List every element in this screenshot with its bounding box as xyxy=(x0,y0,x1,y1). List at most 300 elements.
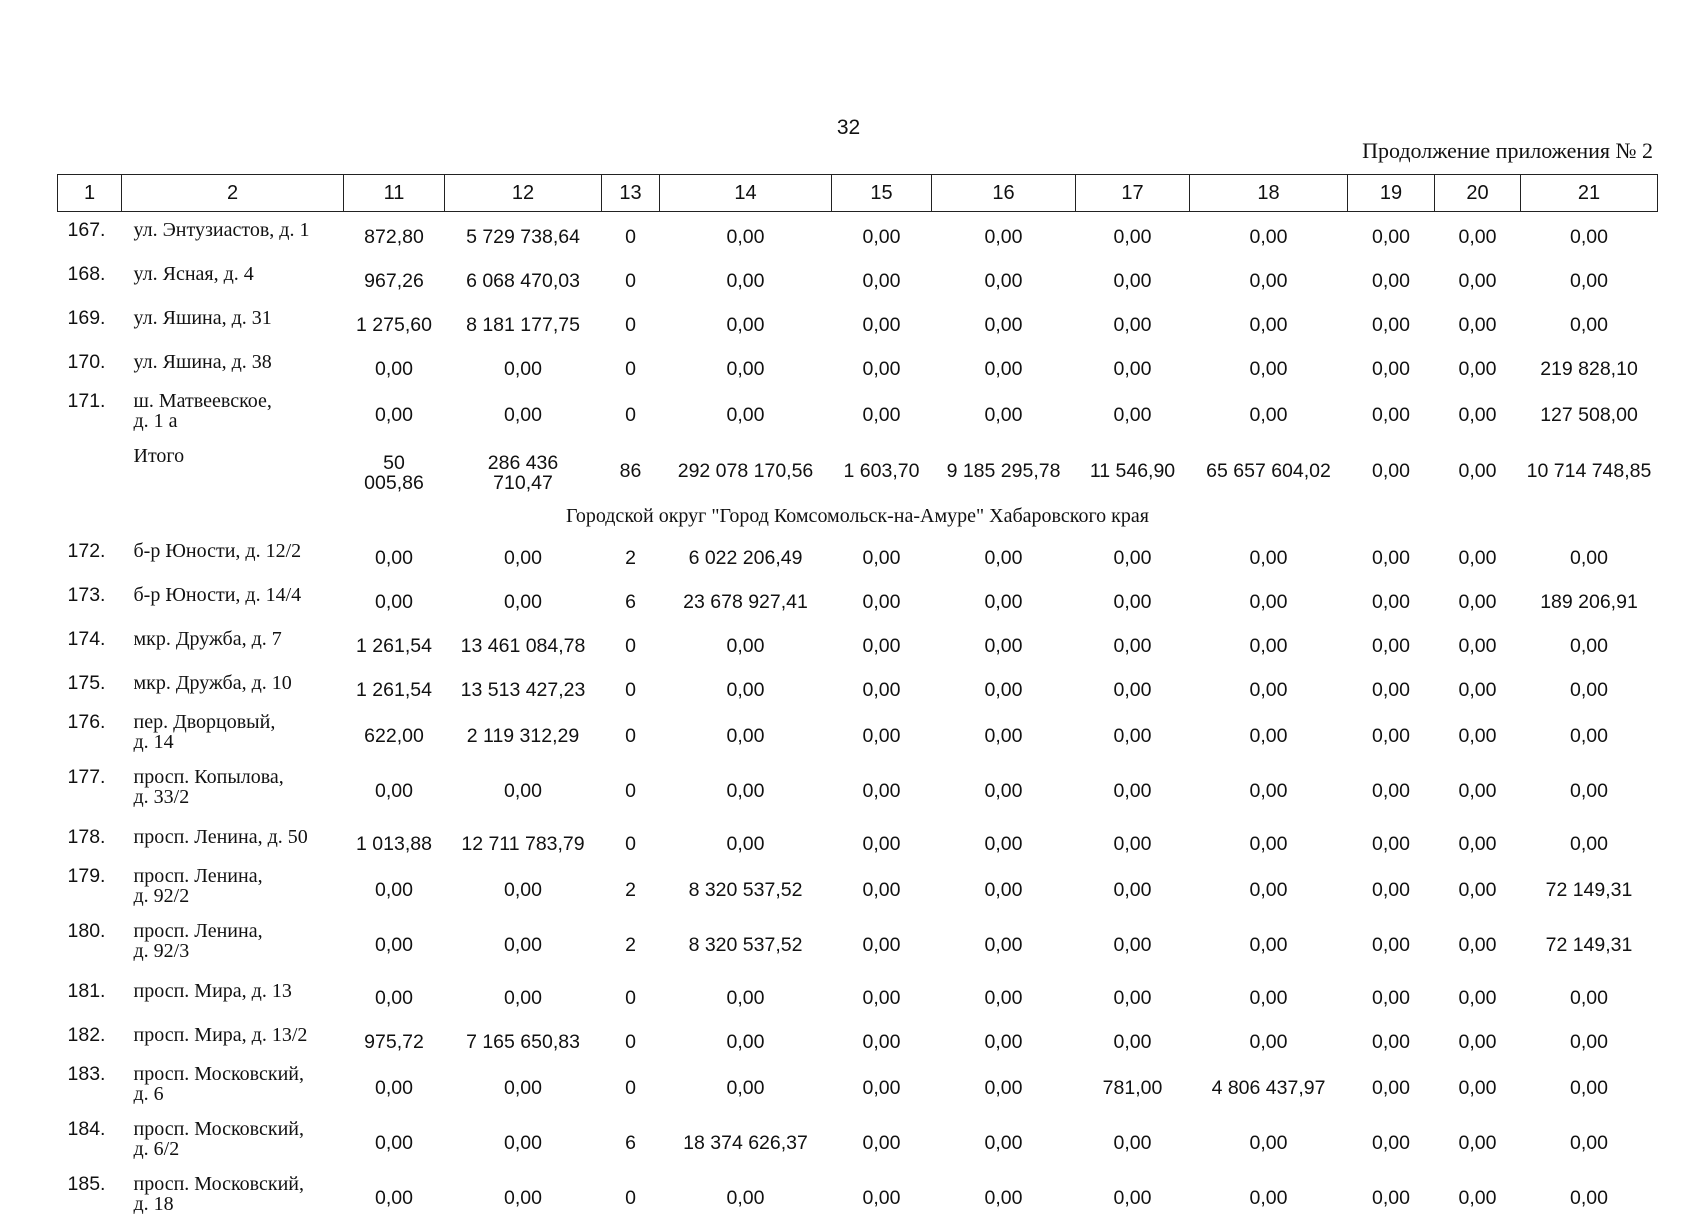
value-cell: 0,00 xyxy=(726,725,765,747)
value-cell: 0,00 xyxy=(726,225,765,248)
table-row xyxy=(58,577,1658,621)
address-cell xyxy=(122,344,344,388)
value-cell: 0,00 xyxy=(862,832,901,855)
address-line: просп. Ленина, д. 50 xyxy=(133,826,308,848)
value-cell: 0,00 xyxy=(504,780,542,802)
table-body-block1 xyxy=(58,212,1658,444)
value-cell: 0,00 xyxy=(1372,879,1410,901)
address-line: просп. Мира, д. 13/2 xyxy=(133,1024,308,1046)
column-header: 15 xyxy=(832,175,932,212)
table-row xyxy=(58,621,1658,665)
value-cell: 0,00 xyxy=(1113,634,1152,657)
value-cell: 0,00 xyxy=(1113,1132,1152,1154)
value-cell: 13 461 084,78 xyxy=(460,634,586,657)
value-cell: 0,00 xyxy=(726,1030,765,1053)
value-cell: 0,00 xyxy=(1372,832,1410,855)
value-cell: 4 806 437,97 xyxy=(1211,1077,1326,1099)
value-cell: 0,00 xyxy=(1570,1077,1608,1099)
value-cell: 0,00 xyxy=(984,832,1023,855)
value-cell: 0,00 xyxy=(1113,269,1152,292)
value-cell: 0,00 xyxy=(375,546,413,569)
value-cell: 0,00 xyxy=(1113,832,1152,855)
value-cell: 0,00 xyxy=(1570,269,1608,292)
row-number: 177. xyxy=(67,766,106,788)
value-cell: 127 508,00 xyxy=(1540,404,1638,426)
table-row xyxy=(58,819,1658,863)
value-cell: 0,00 xyxy=(1372,678,1410,701)
value-cell: 0,00 xyxy=(504,590,542,613)
value-cell: 0,00 xyxy=(862,725,901,747)
table-row xyxy=(58,973,1658,1017)
value-cell: 0,00 xyxy=(984,1077,1023,1099)
value-cell: 0,00 xyxy=(726,780,765,802)
table-row xyxy=(58,764,1658,819)
address-line: д. 14 xyxy=(133,731,174,753)
total-cell: 292 078 170,56 xyxy=(677,459,814,482)
row-number xyxy=(58,443,122,499)
table-row xyxy=(58,256,1658,300)
address-cell xyxy=(122,918,344,973)
value-cell: 0,00 xyxy=(1249,313,1288,336)
value-cell: 0,00 xyxy=(1249,590,1288,613)
section-title: Городской округ "Город Комсомольск-на-Амуре" Хабаровского края xyxy=(566,504,1149,527)
value-cell: 0,00 xyxy=(1372,313,1410,336)
column-header: 13 xyxy=(602,175,660,212)
row-number: 180. xyxy=(67,920,106,942)
value-cell: 0,00 xyxy=(862,269,901,292)
value-cell: 0,00 xyxy=(375,404,413,426)
value-cell: 13 513 427,23 xyxy=(460,678,586,701)
value-cell: 0,00 xyxy=(1570,546,1608,569)
total-cell: 11 546,90 xyxy=(1089,459,1176,482)
value-cell: 0 xyxy=(625,1030,636,1053)
address-cell xyxy=(122,1061,344,1116)
value-cell: 0,00 xyxy=(375,879,413,901)
value-cell: 2 xyxy=(625,546,636,569)
value-cell: 219 828,10 xyxy=(1540,357,1638,380)
value-cell: 0,00 xyxy=(1458,986,1497,1009)
value-cell: 0,00 xyxy=(1458,678,1497,701)
value-cell: 6 xyxy=(625,1132,636,1154)
column-header: 14 xyxy=(660,175,832,212)
table-body-block2 xyxy=(58,533,1658,1226)
row-number: 181. xyxy=(67,980,106,1002)
column-header: 20 xyxy=(1435,175,1521,212)
value-cell: 0,00 xyxy=(984,1187,1023,1209)
value-cell: 0,00 xyxy=(1113,879,1152,901)
address-cell xyxy=(122,665,344,709)
total-cell: 50 005,86 xyxy=(364,452,424,494)
value-cell: 0,00 xyxy=(1113,934,1152,956)
address-cell xyxy=(122,256,344,300)
column-header: 12 xyxy=(445,175,602,212)
value-cell: 0,00 xyxy=(504,879,542,901)
value-cell: 0 xyxy=(625,832,636,855)
total-cell: 286 436 710,47 xyxy=(487,452,559,494)
value-cell: 0,00 xyxy=(984,404,1023,426)
value-cell: 0,00 xyxy=(1458,1030,1497,1053)
value-cell: 0,00 xyxy=(1570,1030,1608,1053)
address-line: мкр. Дружба, д. 7 xyxy=(133,628,282,650)
table-row xyxy=(58,1017,1658,1061)
value-cell: 0,00 xyxy=(504,934,542,956)
total-cell: 1 603,70 xyxy=(843,459,920,482)
value-cell: 0 xyxy=(625,269,636,292)
value-cell: 0,00 xyxy=(1113,678,1152,701)
value-cell: 0 xyxy=(625,357,636,380)
address-line: просп. Московский, xyxy=(133,1063,304,1085)
value-cell: 0 xyxy=(625,780,636,802)
value-cell: 0,00 xyxy=(1249,269,1288,292)
address-line: мкр. Дружба, д. 10 xyxy=(133,672,292,694)
value-cell: 0,00 xyxy=(1570,725,1608,747)
value-cell: 0,00 xyxy=(726,832,765,855)
value-cell: 0,00 xyxy=(1249,934,1288,956)
row-number: 178. xyxy=(67,826,106,848)
address-line: просп. Московский, xyxy=(133,1118,304,1140)
value-cell: 0,00 xyxy=(1372,634,1410,657)
value-cell: 0,00 xyxy=(1249,780,1288,802)
value-cell: 872,80 xyxy=(364,225,424,248)
value-cell: 0,00 xyxy=(984,590,1023,613)
value-cell: 8 181 177,75 xyxy=(466,313,580,336)
value-cell: 622,00 xyxy=(364,725,424,747)
value-cell: 0,00 xyxy=(1249,634,1288,657)
value-cell: 0,00 xyxy=(375,780,413,802)
value-cell: 0,00 xyxy=(1458,546,1497,569)
value-cell: 0,00 xyxy=(1113,1030,1152,1053)
value-cell: 0,00 xyxy=(504,986,542,1009)
value-cell: 1 013,88 xyxy=(356,832,432,855)
value-cell: 0,00 xyxy=(984,986,1023,1009)
value-cell: 0,00 xyxy=(1570,1132,1608,1154)
value-cell: 0,00 xyxy=(1372,1132,1410,1154)
value-cell: 0,00 xyxy=(1113,225,1152,248)
total-cell: 86 xyxy=(619,459,642,482)
column-header: 19 xyxy=(1348,175,1435,212)
total-cell: 9 185 295,78 xyxy=(946,459,1061,482)
value-cell: 8 320 537,52 xyxy=(688,934,803,956)
value-cell: 0,00 xyxy=(375,934,413,956)
row-number: 172. xyxy=(67,540,106,562)
row-number: 176. xyxy=(67,711,106,733)
value-cell: 0,00 xyxy=(1372,1187,1410,1209)
value-cell: 0,00 xyxy=(375,986,413,1009)
value-cell: 0,00 xyxy=(1458,404,1497,426)
value-cell: 0,00 xyxy=(1570,780,1608,802)
value-cell: 0,00 xyxy=(862,634,901,657)
address-line: д. 33/2 xyxy=(133,786,190,808)
table-row xyxy=(58,1061,1658,1116)
total-cell: 65 657 604,02 xyxy=(1206,459,1331,482)
value-cell: 0,00 xyxy=(1458,1187,1497,1209)
total-row xyxy=(58,443,1658,499)
row-number: 183. xyxy=(67,1063,106,1085)
value-cell: 8 320 537,52 xyxy=(688,879,803,901)
total-cell: 0,00 xyxy=(1458,459,1497,482)
value-cell: 0,00 xyxy=(1458,225,1497,248)
value-cell: 0,00 xyxy=(984,780,1023,802)
column-header: 18 xyxy=(1190,175,1348,212)
continuation-caption: Продолжение приложения № 2 xyxy=(1362,138,1653,163)
value-cell: 0,00 xyxy=(1372,1077,1410,1099)
value-cell: 0,00 xyxy=(504,1187,542,1209)
value-cell: 5 729 738,64 xyxy=(466,225,580,248)
value-cell: 0,00 xyxy=(862,678,901,701)
value-cell: 0,00 xyxy=(375,357,413,380)
value-cell: 975,72 xyxy=(364,1030,424,1053)
address-line: ул. Яшина, д. 31 xyxy=(133,307,272,329)
address-cell xyxy=(122,577,344,621)
address-line: д. 6/2 xyxy=(133,1138,180,1160)
value-cell: 0,00 xyxy=(862,225,901,248)
value-cell: 0,00 xyxy=(726,269,765,292)
address-line: д. 6 xyxy=(133,1083,164,1105)
table-row xyxy=(58,863,1658,918)
value-cell: 0,00 xyxy=(984,269,1023,292)
value-cell: 0,00 xyxy=(862,313,901,336)
value-cell: 0,00 xyxy=(984,1030,1023,1053)
address-line: ул. Ясная, д. 4 xyxy=(133,263,254,285)
row-number: 179. xyxy=(67,865,106,887)
address-line: ул. Яшина, д. 38 xyxy=(133,351,272,373)
value-cell: 0,00 xyxy=(984,313,1023,336)
value-cell: 0,00 xyxy=(862,780,901,802)
value-cell: 0,00 xyxy=(1113,725,1152,747)
value-cell: 0,00 xyxy=(1372,934,1410,956)
value-cell: 0 xyxy=(625,634,636,657)
row-number: 185. xyxy=(67,1173,106,1195)
section-row xyxy=(58,499,1658,533)
value-cell: 967,26 xyxy=(364,269,424,292)
table-row xyxy=(58,665,1658,709)
value-cell: 0,00 xyxy=(862,879,901,901)
value-cell: 0,00 xyxy=(1249,225,1288,248)
value-cell: 2 119 312,29 xyxy=(466,725,580,747)
value-cell: 0,00 xyxy=(1372,1030,1410,1053)
value-cell: 7 165 650,83 xyxy=(466,1030,580,1053)
row-number: 169. xyxy=(67,307,106,329)
value-cell: 0,00 xyxy=(504,1077,542,1099)
value-cell: 1 261,54 xyxy=(356,678,432,701)
row-number: 171. xyxy=(67,390,106,412)
header-row xyxy=(58,175,1658,212)
value-cell: 0 xyxy=(625,986,636,1009)
value-cell: 0,00 xyxy=(1249,1030,1288,1053)
value-cell: 0,00 xyxy=(984,934,1023,956)
value-cell: 0,00 xyxy=(1113,546,1152,569)
value-cell: 0,00 xyxy=(1458,269,1497,292)
value-cell: 0,00 xyxy=(984,357,1023,380)
value-cell: 0,00 xyxy=(862,546,901,569)
value-cell: 0,00 xyxy=(1249,879,1288,901)
value-cell: 189 206,91 xyxy=(1540,590,1638,613)
value-cell: 0,00 xyxy=(1113,1187,1152,1209)
value-cell: 0,00 xyxy=(1458,879,1497,901)
value-cell: 0,00 xyxy=(984,678,1023,701)
value-cell: 0,00 xyxy=(1458,1077,1497,1099)
value-cell: 0,00 xyxy=(504,357,542,380)
value-cell: 0,00 xyxy=(375,1187,413,1209)
column-header: 21 xyxy=(1521,175,1658,212)
value-cell: 6 xyxy=(625,590,636,613)
value-cell: 0,00 xyxy=(1458,780,1497,802)
value-cell: 23 678 927,41 xyxy=(683,590,808,613)
value-cell: 0,00 xyxy=(1249,725,1288,747)
value-cell: 0,00 xyxy=(984,879,1023,901)
table-row xyxy=(58,533,1658,577)
value-cell: 0,00 xyxy=(1113,313,1152,336)
value-cell: 0,00 xyxy=(984,1132,1023,1154)
address-line: ул. Энтузиастов, д. 1 xyxy=(133,219,310,241)
row-number: 174. xyxy=(67,628,106,650)
value-cell: 0,00 xyxy=(984,225,1023,248)
address-cell xyxy=(122,621,344,665)
address-line: б-р Юности, д. 12/2 xyxy=(133,540,302,562)
address-cell xyxy=(122,533,344,577)
value-cell: 0,00 xyxy=(375,1077,413,1099)
column-header: 1 xyxy=(58,175,122,212)
value-cell: 0,00 xyxy=(375,1132,413,1154)
value-cell: 0,00 xyxy=(862,1077,901,1099)
value-cell: 0,00 xyxy=(1570,225,1608,248)
value-cell: 6 068 470,03 xyxy=(466,269,580,292)
value-cell: 6 022 206,49 xyxy=(688,546,803,569)
value-cell: 0,00 xyxy=(1249,357,1288,380)
address-cell xyxy=(122,709,344,764)
value-cell: 0,00 xyxy=(375,590,413,613)
value-cell: 0,00 xyxy=(1458,725,1497,747)
value-cell: 0,00 xyxy=(1570,634,1608,657)
value-cell: 0,00 xyxy=(1458,590,1497,613)
address-line: б-р Юности, д. 14/4 xyxy=(133,584,302,606)
value-cell: 0 xyxy=(625,1077,636,1099)
value-cell: 0,00 xyxy=(1372,590,1410,613)
value-cell: 0,00 xyxy=(1570,832,1608,855)
value-cell: 0,00 xyxy=(1249,1132,1288,1154)
value-cell: 0,00 xyxy=(1372,269,1410,292)
value-cell: 2 xyxy=(625,879,636,901)
address-line: д. 92/3 xyxy=(133,940,190,962)
address-cell xyxy=(122,388,344,443)
address-cell xyxy=(122,973,344,1017)
table-row xyxy=(58,344,1658,388)
address-line: просп. Ленина, xyxy=(133,865,263,887)
value-cell: 72 149,31 xyxy=(1545,934,1633,956)
total-section xyxy=(58,443,1658,533)
address-cell xyxy=(122,1116,344,1171)
address-line: д. 18 xyxy=(133,1193,174,1215)
value-cell: 0,00 xyxy=(862,934,901,956)
value-cell: 0,00 xyxy=(1372,780,1410,802)
table-row xyxy=(58,300,1658,344)
row-number: 173. xyxy=(67,584,106,606)
value-cell: 0,00 xyxy=(1113,404,1152,426)
value-cell: 0,00 xyxy=(1372,986,1410,1009)
value-cell: 0,00 xyxy=(1458,313,1497,336)
value-cell: 1 261,54 xyxy=(356,634,432,657)
address-cell xyxy=(122,819,344,863)
column-header: 2 xyxy=(122,175,344,212)
value-cell: 0,00 xyxy=(726,1077,765,1099)
value-cell: 0,00 xyxy=(1249,404,1288,426)
row-number: 175. xyxy=(67,672,106,694)
value-cell: 0,00 xyxy=(504,404,542,426)
value-cell: 0,00 xyxy=(1372,225,1410,248)
value-cell: 18 374 626,37 xyxy=(683,1132,808,1154)
value-cell: 0,00 xyxy=(504,1132,542,1154)
table-row xyxy=(58,212,1658,257)
value-cell: 0,00 xyxy=(1458,357,1497,380)
value-cell: 0 xyxy=(625,725,636,747)
row-number: 170. xyxy=(67,351,106,373)
value-cell: 0,00 xyxy=(1372,357,1410,380)
value-cell: 0,00 xyxy=(726,404,765,426)
value-cell: 0,00 xyxy=(1113,780,1152,802)
value-cell: 781,00 xyxy=(1102,1077,1163,1099)
table-row xyxy=(58,709,1658,764)
value-cell: 0,00 xyxy=(862,404,901,426)
value-cell: 0,00 xyxy=(1249,546,1288,569)
value-cell: 0,00 xyxy=(726,634,765,657)
value-cell: 0,00 xyxy=(862,357,901,380)
address-cell xyxy=(122,212,344,257)
value-cell: 0,00 xyxy=(1458,634,1497,657)
value-cell: 0,00 xyxy=(1249,1187,1288,1209)
total-cell: 10 714 748,85 xyxy=(1526,459,1652,482)
row-number: 184. xyxy=(67,1118,106,1140)
value-cell: 0,00 xyxy=(1372,546,1410,569)
value-cell: 0,00 xyxy=(504,546,542,569)
column-header: 11 xyxy=(344,175,445,212)
address-line: просп. Московский, xyxy=(133,1173,304,1195)
address-line: просп. Мира, д. 13 xyxy=(133,980,292,1002)
value-cell: 0,00 xyxy=(984,546,1023,569)
value-cell: 0,00 xyxy=(862,1030,901,1053)
row-number: 168. xyxy=(67,263,106,285)
address-cell xyxy=(122,863,344,918)
value-cell: 0,00 xyxy=(726,678,765,701)
value-cell: 0,00 xyxy=(726,986,765,1009)
value-cell: 0,00 xyxy=(1570,678,1608,701)
value-cell: 0,00 xyxy=(1113,986,1152,1009)
value-cell: 0 xyxy=(625,404,636,426)
table-row xyxy=(58,918,1658,973)
value-cell: 0,00 xyxy=(862,1187,901,1209)
value-cell: 0,00 xyxy=(984,634,1023,657)
table-row xyxy=(58,1116,1658,1171)
address-line: пер. Дворцовый, xyxy=(133,711,276,733)
value-cell: 0,00 xyxy=(1249,832,1288,855)
value-cell: 0,00 xyxy=(862,590,901,613)
address-line: просп. Копылова, xyxy=(133,766,284,788)
value-cell: 0,00 xyxy=(1570,313,1608,336)
value-cell: 0,00 xyxy=(1113,590,1152,613)
value-cell: 2 xyxy=(625,934,636,956)
value-cell: 0,00 xyxy=(1458,934,1497,956)
value-cell: 0,00 xyxy=(1570,986,1608,1009)
value-cell: 0,00 xyxy=(726,357,765,380)
address-cell xyxy=(122,764,344,819)
address-line: просп. Ленина, xyxy=(133,920,263,942)
value-cell: 0,00 xyxy=(1458,1132,1497,1154)
value-cell: 0 xyxy=(625,225,636,248)
column-header: 17 xyxy=(1076,175,1190,212)
value-cell: 0,00 xyxy=(1249,986,1288,1009)
value-cell: 1 275,60 xyxy=(356,313,432,336)
address-cell xyxy=(122,1017,344,1061)
value-cell: 0,00 xyxy=(1458,832,1497,855)
